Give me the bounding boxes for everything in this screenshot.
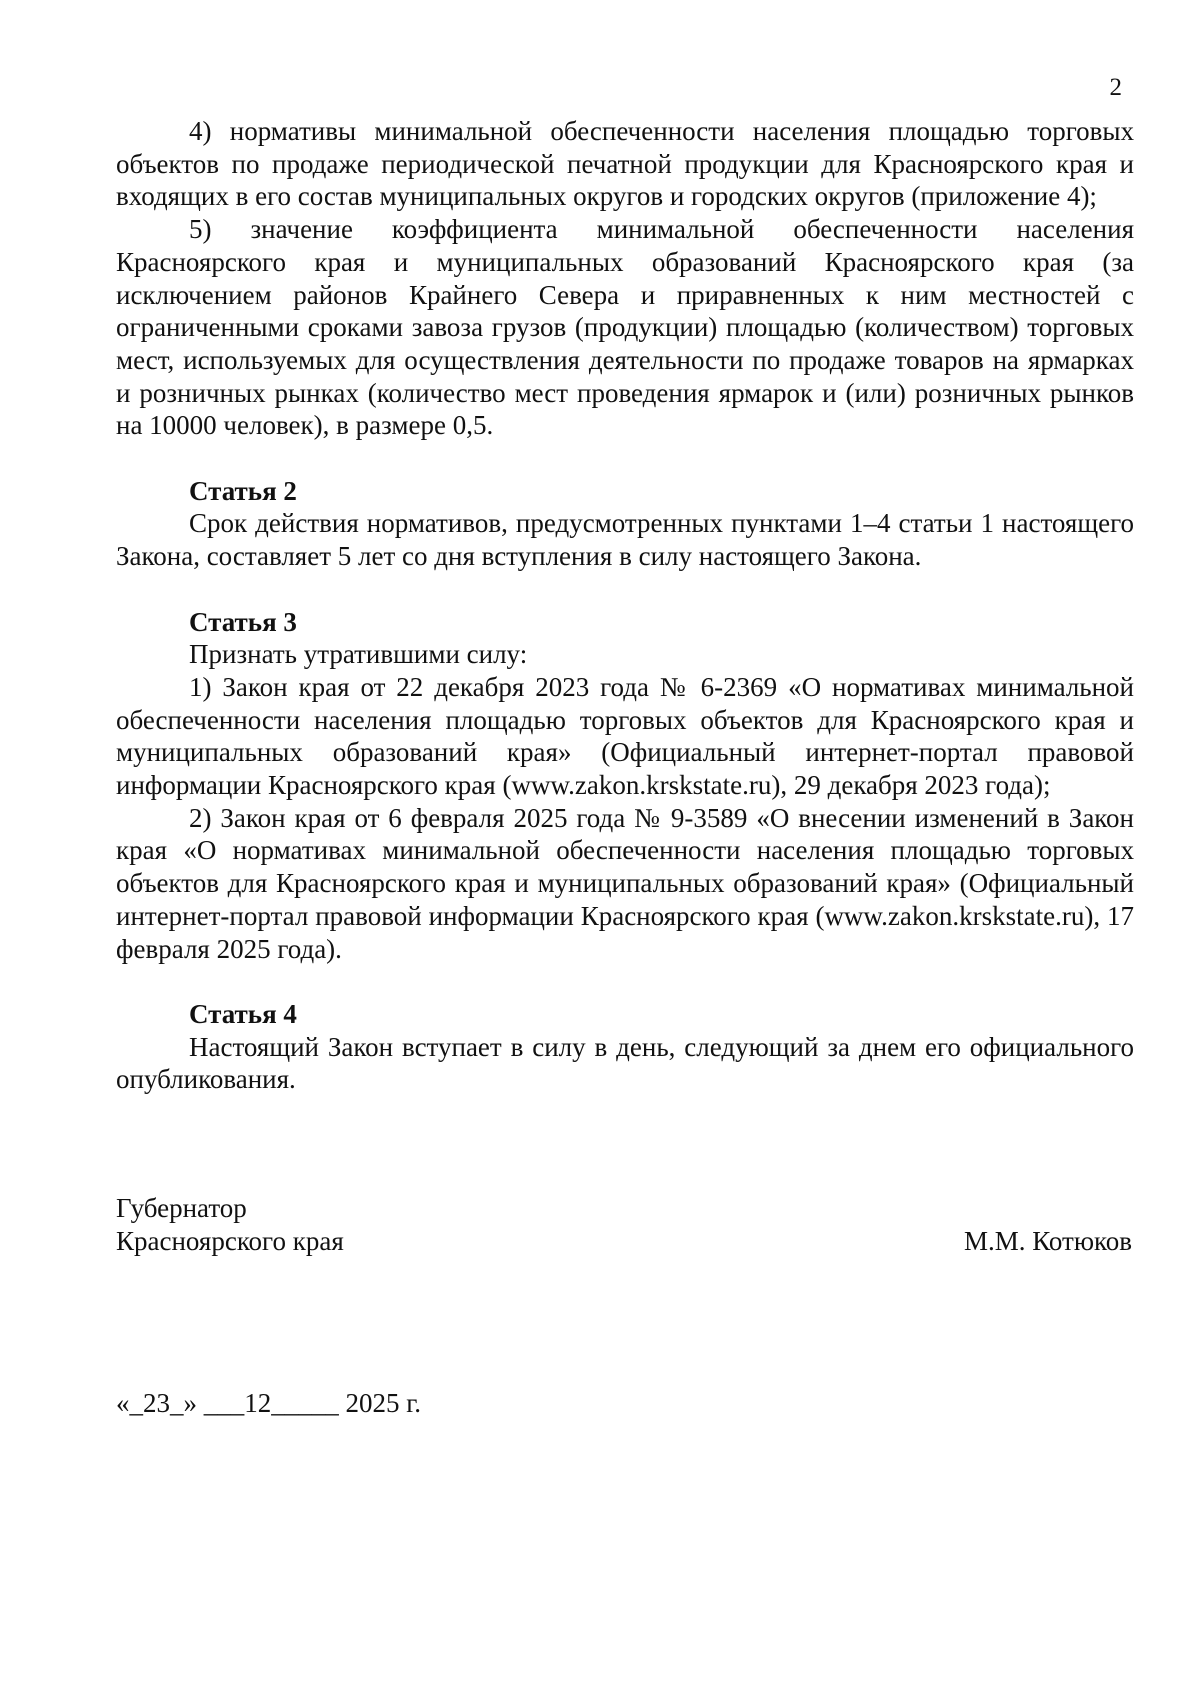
- article-3-intro: Признать утратившими силу:: [189, 639, 528, 670]
- signature-block: [116, 1192, 1132, 1257]
- signature-row: [116, 1225, 1132, 1258]
- article-3-item-2: 2) Закон края от 6 февраля 2025 года № 9-3589 «О внесении изменений в Закон края «О нормативах минимальной обеспеченности населения площадью торговых объектов для Красноярского края и муниципальных образований края» (Официальный интернет-портал правовой информации Красноярского края (www.zakon.krskstate.ru), 17 февраля 2025 года).: [116, 802, 1134, 964]
- signing-date: «_23_» ___12_____ 2025 г.: [116, 1388, 422, 1418]
- article-2: [116, 475, 1134, 573]
- signature-position-line-1: Губернатор: [116, 1193, 247, 1223]
- article-3: [116, 606, 1134, 966]
- article-3-title: Статья 3: [189, 606, 297, 637]
- article-3-item-1: 1) Закон края от 22 декабря 2023 года № 6-2369 «О нормативах минимальной обеспеченности населения площадью торговых объектов для Красноярского края и муниципальных образований края» (Официальный интернет-портал правовой информации Красноярского края (www.zakon.krskstate.ru), 29 декабря 2023 года);: [116, 671, 1134, 801]
- article-2-text: Срок действия нормативов, предусмотренных пунктами 1–4 статьи 1 настоящего Закона, составляет 5 лет со дня вступления в силу настоящего Закона.: [116, 508, 1134, 572]
- document-body: [116, 115, 1134, 1096]
- page-number: 2: [1109, 74, 1122, 101]
- article-4-text: Настоящий Закон вступает в силу в день, следующий за днем его официального опубликования.: [116, 1031, 1134, 1095]
- list-item-5: 5) значение коэффициента минимальной обеспеченности населения Красноярского края и муниципальных образований Красноярского края (за исключением районов Крайнего Севера и приравненных к ним местностей с ограниченными сроками завоза грузов (продукции) площадью (количеством) торговых мест, используемых для осуществления деятельности по продаже товаров на ярмарках и розничных рынках (количество мест проведения ярмарок и (или) розничных рынков на 10000 человек), в размере 0,5.: [116, 214, 1134, 441]
- article-2-title: Статья 2: [189, 475, 297, 506]
- article-4-title: Статья 4: [189, 998, 297, 1029]
- signatory-name: М.М. Котюков: [963, 1225, 1132, 1256]
- signature-position-line-2: Красноярского края: [116, 1225, 344, 1256]
- list-item-4: 4) нормативы минимальной обеспеченности населения площадью торговых объектов по продаже периодической печатной продукции для Красноярского края и входящих в его состав муниципальных округов и городских округов (приложение 4);: [116, 116, 1134, 212]
- article-4: [116, 998, 1134, 1096]
